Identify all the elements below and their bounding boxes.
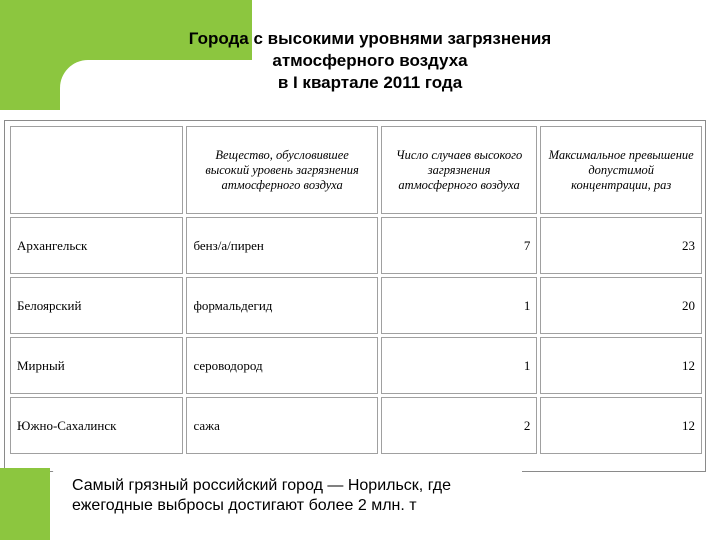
cell-excess: 12 xyxy=(540,337,702,394)
cell-cases: 2 xyxy=(381,397,538,454)
cell-city: Мирный xyxy=(10,337,183,394)
table-row xyxy=(10,217,702,274)
header-cases: Число случаев высокого загрязнения атмосферного воздуха xyxy=(381,126,538,214)
cell-substance: формальдегид xyxy=(186,277,377,334)
cell-city: Архангельск xyxy=(10,217,183,274)
cell-excess: 20 xyxy=(540,277,702,334)
note-text xyxy=(72,476,522,516)
cell-cases: 1 xyxy=(381,337,538,394)
cell-city: Белоярский xyxy=(10,277,183,334)
cell-excess: 23 xyxy=(540,217,702,274)
title-line-2: атмосферного воздуха xyxy=(272,51,468,70)
table-header-row xyxy=(10,126,702,214)
cell-substance: сероводород xyxy=(186,337,377,394)
table-row xyxy=(10,337,702,394)
slide-title xyxy=(140,28,600,94)
pollution-table xyxy=(7,123,705,457)
cell-cases: 1 xyxy=(381,277,538,334)
note-line-2: ежегодные выбросы достигают более 2 млн. т xyxy=(72,497,417,514)
note-line-1: Самый грязный российский город — Норильск, где xyxy=(72,477,452,494)
note-box xyxy=(52,466,522,540)
table-row xyxy=(10,397,702,454)
cell-city: Южно-Сахалинск xyxy=(10,397,183,454)
title-line-3: в I квартале 2011 года xyxy=(277,73,463,92)
header-excess: Максимальное превышение допустимой концентрации, раз xyxy=(540,126,702,214)
cell-substance: бенз/а/пирен xyxy=(186,217,377,274)
decor-green-block-bottom xyxy=(0,468,50,540)
header-city xyxy=(10,126,183,214)
cell-cases: 7 xyxy=(381,217,538,274)
cell-substance: сажа xyxy=(186,397,377,454)
table-row xyxy=(10,277,702,334)
header-substance: Вещество, обусловившее высокий уровень загрязнения атмосферного воздуха xyxy=(186,126,377,214)
title-line-1: Города с высокими уровнями загрязнения xyxy=(188,29,552,48)
pollution-table-frame xyxy=(4,120,706,472)
cell-excess: 12 xyxy=(540,397,702,454)
